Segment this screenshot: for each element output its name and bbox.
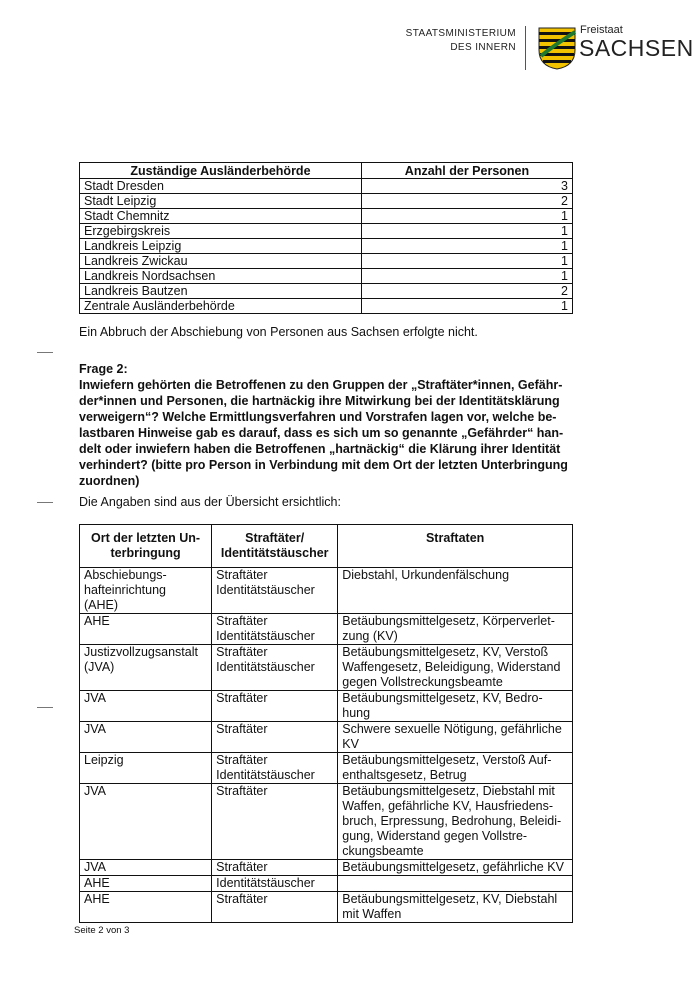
count-cell: 1: [361, 239, 572, 254]
authority-cell: Erzgebirgskreis: [80, 224, 362, 239]
count-cell: 2: [361, 284, 572, 299]
location-cell: AHE: [80, 892, 212, 923]
question-block: [79, 361, 579, 489]
table-row: [80, 194, 573, 209]
authority-cell: Landkreis Zwickau: [80, 254, 362, 269]
offenses-cell: Betäubungsmittelgesetz, gefährliche KV: [338, 860, 573, 876]
status-cell: Straftäter Identitätstäuscher: [212, 614, 338, 645]
count-cell: 1: [361, 299, 572, 314]
question-title: Frage 2:: [79, 362, 128, 376]
table-row: [80, 179, 573, 194]
column-header-count: Anzahl der Personen: [361, 163, 572, 179]
ministry-line-2: DES INNERN: [450, 42, 516, 53]
status-cell: Straftäter Identitätstäuscher: [212, 568, 338, 614]
header-divider: [525, 26, 526, 70]
authority-cell: Stadt Leipzig: [80, 194, 362, 209]
status-cell: Straftäter: [212, 691, 338, 722]
question-line: Inwiefern gehörten die Betroffenen zu den Gruppen der „Straftäter*innen, Gefähr-: [79, 378, 563, 392]
table-row: [80, 224, 573, 239]
count-cell: 2: [361, 194, 572, 209]
paragraph-overview: Die Angaben sind aus der Übersicht ersichtlich:: [79, 495, 341, 509]
offenses-cell: Diebstahl, Urkundenfälschung: [338, 568, 573, 614]
state-name-big: SACHSEN: [579, 35, 694, 61]
table-row: [80, 239, 573, 254]
count-cell: 1: [361, 224, 572, 239]
margin-mark: [37, 502, 53, 503]
offenses-cell: [338, 876, 573, 892]
table-row: [80, 209, 573, 224]
offenses-cell: Betäubungsmittelgesetz, Verstoß Auf- enthaltsgesetz, Betrug: [338, 753, 573, 784]
table-row: [80, 299, 573, 314]
location-cell: Leipzig: [80, 753, 212, 784]
table-row: [80, 876, 573, 892]
status-cell: Straftäter: [212, 722, 338, 753]
status-cell: Straftäter Identitätstäuscher: [212, 645, 338, 691]
question-text: [79, 377, 579, 489]
table-row: [80, 722, 573, 753]
paragraph-no-abort: Ein Abbruch der Abschiebung von Personen aus Sachsen erfolgte nicht.: [79, 325, 478, 339]
location-cell: Justizvollzugsanstalt (JVA): [80, 645, 212, 691]
table-row: [80, 753, 573, 784]
count-cell: 3: [361, 179, 572, 194]
location-cell: JVA: [80, 722, 212, 753]
column-header-location: Ort der letzten Un- terbringung: [80, 525, 212, 568]
status-cell: Straftäter: [212, 860, 338, 876]
status-cell: Straftäter: [212, 892, 338, 923]
offenses-cell: Betäubungsmittelgesetz, KV, Verstoß Waffengesetz, Beleidigung, Widerstand gegen Vollstreckungsbeamte: [338, 645, 573, 691]
location-cell: JVA: [80, 860, 212, 876]
table-row: [80, 691, 573, 722]
table-row: [80, 614, 573, 645]
saxony-crest-icon: [537, 26, 577, 70]
table-row: [80, 284, 573, 299]
authority-cell: Stadt Chemnitz: [80, 209, 362, 224]
question-line: delt oder inwiefern haben die Betroffenen „hartnäckig“ die Klärung ihrer Identität: [79, 442, 561, 456]
table-row: [80, 254, 573, 269]
location-cell: AHE: [80, 614, 212, 645]
margin-mark: [37, 707, 53, 708]
offenses-cell: Betäubungsmittelgesetz, Körperverlet- zung (KV): [338, 614, 573, 645]
ministry-line-1: STAATSMINISTERIUM: [405, 28, 516, 39]
table-row: [80, 645, 573, 691]
column-header-authority: Zuständige Ausländerbehörde: [80, 163, 362, 179]
location-cell: JVA: [80, 691, 212, 722]
ministry-name: [398, 27, 516, 55]
count-cell: 1: [361, 254, 572, 269]
table-header-row: [80, 525, 573, 568]
status-cell: Straftäter Identitätstäuscher: [212, 753, 338, 784]
offenses-cell: Betäubungsmittelgesetz, KV, Diebstahl mit Waffen: [338, 892, 573, 923]
question-line: verweigern“? Welche Ermittlungsverfahren und Vorstrafen lagen vor, welche be-: [79, 410, 557, 424]
column-header-offenses: Straftaten: [338, 525, 573, 568]
offender-table: [79, 524, 573, 923]
status-cell: Identitätstäuscher: [212, 876, 338, 892]
location-cell: Abschiebungs- hafteinrichtung (AHE): [80, 568, 212, 614]
question-line: der*innen und Personen, die hartnäckig ihre Mitwirkung bei der Identitätsklärung: [79, 394, 560, 408]
question-line: lastbaren Hinweise gab es darauf, dass es sich um so genannte „Gefährder“ han-: [79, 426, 564, 440]
table-row: [80, 568, 573, 614]
table-row: [80, 892, 573, 923]
authority-cell: Landkreis Leipzig: [80, 239, 362, 254]
authority-cell: Landkreis Bautzen: [80, 284, 362, 299]
offenses-cell: Schwere sexuelle Nötigung, gefährliche KV: [338, 722, 573, 753]
margin-mark: [37, 352, 53, 353]
question-line: verhindert? (bitte pro Person in Verbindung mit dem Ort der letzten Unterbringung: [79, 458, 568, 472]
authority-cell: Zentrale Ausländerbehörde: [80, 299, 362, 314]
offenses-cell: Betäubungsmittelgesetz, KV, Bedro- hung: [338, 691, 573, 722]
count-cell: 1: [361, 269, 572, 284]
column-header-status: Straftäter/ Identitätstäuscher: [212, 525, 338, 568]
count-cell: 1: [361, 209, 572, 224]
authority-count-table: [79, 162, 573, 314]
offenses-cell: Betäubungsmittelgesetz, Diebstahl mit Waffen, gefährliche KV, Hausfriedens- bruch, Erpressung, Bedrohung, Beleidi- gung, Widerstand gegen Vollstre- ckungsbeamte: [338, 784, 573, 860]
location-cell: AHE: [80, 876, 212, 892]
location-cell: JVA: [80, 784, 212, 860]
table-row: [80, 860, 573, 876]
table-header-row: [80, 163, 573, 179]
status-cell: Straftäter: [212, 784, 338, 860]
page-number: Seite 2 von 3: [74, 925, 130, 936]
state-name-small: Freistaat: [580, 24, 623, 36]
authority-cell: Landkreis Nordsachsen: [80, 269, 362, 284]
table-row: [80, 269, 573, 284]
table-row: [80, 784, 573, 860]
authority-cell: Stadt Dresden: [80, 179, 362, 194]
question-line: zuordnen): [79, 474, 140, 488]
